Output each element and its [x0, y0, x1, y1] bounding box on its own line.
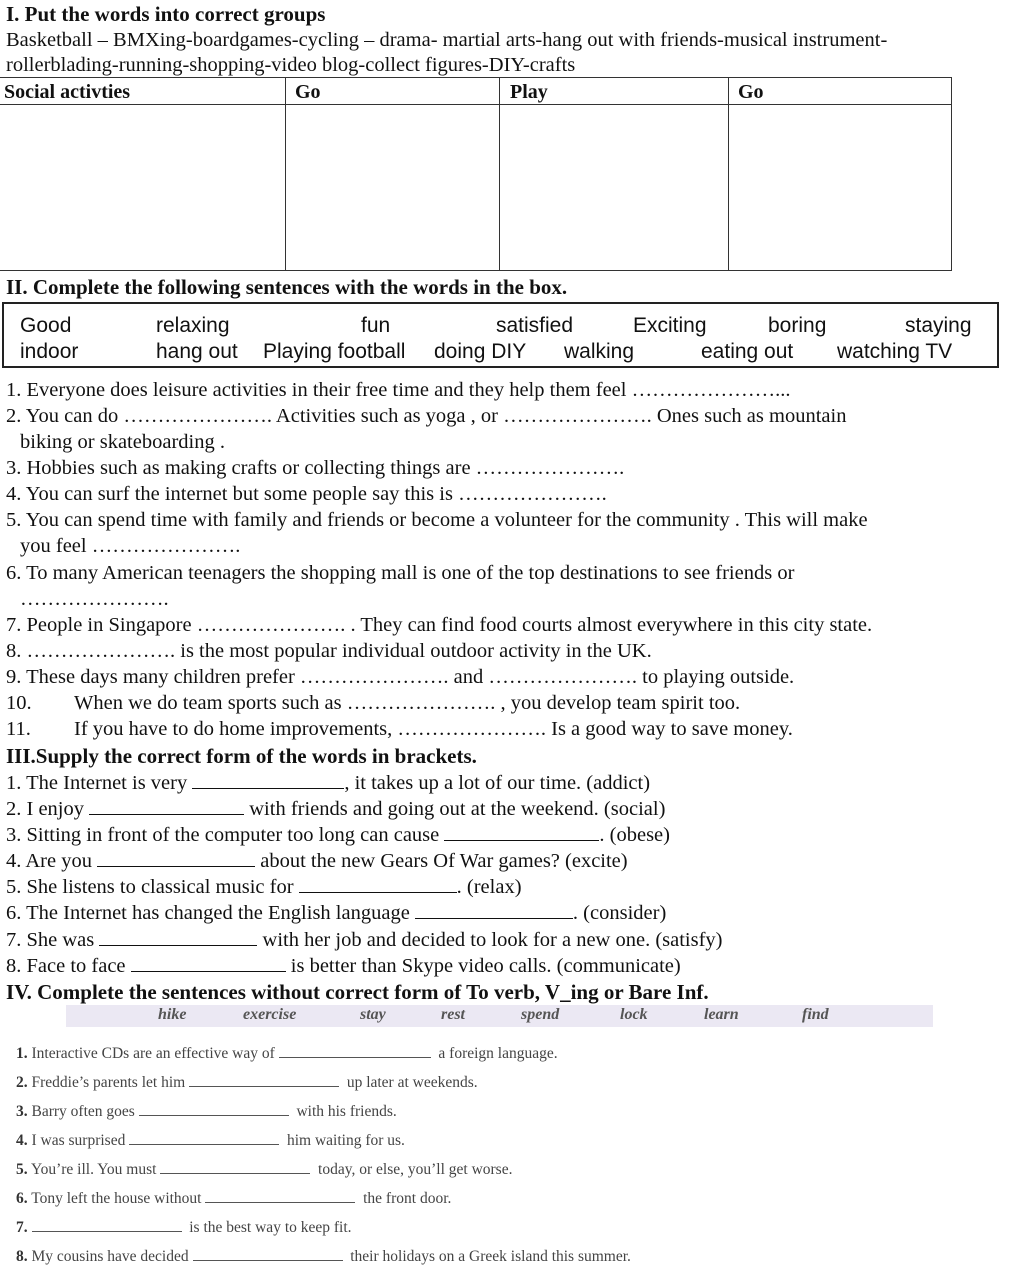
item-after: with friends and going out at the weekend. (social) — [249, 798, 666, 820]
item-before: My cousins have decided — [31, 1248, 189, 1265]
word-box-item: hang out — [156, 340, 238, 363]
item-before: Freddie’s parents let him — [31, 1074, 186, 1091]
section4-item — [16, 1190, 451, 1208]
item-before: 6. The Internet has changed the English language — [6, 902, 410, 924]
answer-blank[interactable] — [189, 1074, 339, 1087]
section3-item — [6, 848, 628, 873]
word-box-item: fun — [361, 314, 391, 337]
verb-word: learn — [704, 1006, 739, 1023]
item-after: today, or else, you’ll get worse. — [318, 1161, 513, 1178]
section2-number-11: 11. — [6, 718, 31, 740]
item-before: 2. I enjoy — [6, 798, 84, 820]
section4-item — [16, 1219, 352, 1237]
answer-blank[interactable] — [97, 848, 255, 867]
section3-item — [6, 796, 665, 821]
item-before: Tony left the house without — [31, 1190, 202, 1207]
item-number: 1. — [16, 1045, 28, 1062]
item-before: 4. Are you — [6, 850, 92, 872]
section2-sentence-6: 6. To many American teenagers the shopping mall is one of the top destinations to see friends or — [6, 562, 795, 584]
section2-sentence-2: 2. You can do …………………. Activities such as yoga , or …………………. Ones such as mountain — [6, 405, 847, 427]
word-box-item: Good — [20, 314, 72, 337]
item-after: , it takes up a lot of our time. (addict) — [344, 772, 651, 794]
item-number: 6. — [16, 1190, 28, 1207]
section2-sentence-6-cont: …………………. — [20, 588, 169, 610]
verb-word: rest — [441, 1006, 465, 1023]
section4-item — [16, 1074, 478, 1092]
section2-sentence-3: 3. Hobbies such as making crafts or collecting things are …………………. — [6, 457, 625, 479]
section2-sentence-5-cont: you feel …………………. — [20, 535, 241, 557]
item-before: 1. The Internet is very — [6, 772, 188, 794]
item-after: is the best way to keep fit. — [189, 1219, 352, 1236]
answer-blank[interactable] — [32, 1219, 182, 1232]
grouping-table — [0, 77, 952, 271]
item-number: 8. — [16, 1248, 28, 1265]
section2-sentence-9: 9. These days many children prefer …………………. and …………………. to playing outside. — [6, 666, 795, 688]
section2-title: II. Complete the following sentences with the words in the box. — [6, 275, 568, 299]
section2-sentence-5: 5. You can spend time with family and friends or become a volunteer for the community . This will make — [6, 509, 868, 531]
item-before: 7. She was — [6, 929, 95, 951]
item-before: Interactive CDs are an effective way of — [31, 1045, 275, 1062]
item-number: 5. — [16, 1161, 28, 1178]
word-box-item: watching TV — [837, 340, 953, 363]
answer-blank[interactable] — [444, 822, 599, 841]
answer-blank[interactable] — [299, 874, 457, 893]
column-header-play: Play — [510, 81, 548, 103]
section3-item — [6, 822, 670, 847]
item-after: . (relax) — [456, 876, 522, 898]
column-header-go: Go — [295, 81, 321, 103]
answer-blank[interactable] — [89, 796, 244, 815]
item-number: 3. — [16, 1103, 28, 1120]
verb-word: lock — [620, 1006, 648, 1023]
item-after: about the new Gears Of War games? (excite) — [260, 850, 628, 872]
section2-number-10: 10. — [6, 692, 32, 714]
section3-item — [6, 900, 666, 925]
item-after: with her job and decided to look for a new one. (satisfy) — [262, 929, 723, 951]
verb-word: stay — [360, 1006, 386, 1023]
item-after: . (consider) — [572, 902, 667, 924]
item-after: . (obese) — [599, 824, 670, 846]
item-after: up later at weekends. — [346, 1074, 478, 1091]
word-box-item: indoor — [20, 340, 79, 363]
item-after: with his friends. — [296, 1103, 397, 1120]
section4-item — [16, 1161, 512, 1179]
verb-word: hike — [158, 1006, 187, 1023]
verb-word: find — [802, 1006, 829, 1023]
answer-blank[interactable] — [193, 1248, 343, 1261]
answer-blank[interactable] — [129, 1132, 279, 1145]
word-box-item: Playing football — [263, 340, 406, 363]
section2-sentence-4: 4. You can surf the internet but some people say this is …………………. — [6, 483, 607, 505]
section1-title: I. Put the words into correct groups — [6, 2, 326, 26]
section2-sentence-1: 1. Everyone does leisure activities in their free time and they help them feel …………………... — [6, 379, 791, 401]
column-header-social: Social activties — [4, 81, 131, 103]
item-after: him waiting for us. — [286, 1132, 405, 1149]
section4-item — [16, 1045, 558, 1063]
section2-sentence-8: 8. …………………. is the most popular individual outdoor activity in the UK. — [6, 640, 652, 662]
item-number: 7. — [16, 1219, 28, 1236]
word-box-item: boring — [768, 314, 827, 337]
word-box — [2, 302, 999, 368]
section2-sentence-2-cont: biking or skateboarding . — [20, 431, 225, 453]
section1-words-line1: Basketball – BMXing-boardgames-cycling – drama- martial arts-hang out with friends-musical instrument- — [6, 29, 888, 51]
section4-item — [16, 1248, 631, 1266]
word-box-item: walking — [564, 340, 635, 363]
verb-word: spend — [521, 1006, 560, 1023]
item-before: 8. Face to face — [6, 955, 126, 977]
answer-blank[interactable] — [192, 770, 344, 789]
section1-words-line2: rollerblading-running-shopping-video blog-collect figures-DIY-crafts — [6, 54, 576, 76]
verb-word: exercise — [243, 1006, 297, 1023]
answer-blank[interactable] — [415, 900, 573, 919]
answer-blank[interactable] — [131, 953, 286, 972]
item-after: a foreign language. — [438, 1045, 558, 1062]
verb-word-band — [66, 1005, 933, 1027]
section4-item — [16, 1132, 405, 1150]
item-after: the front door. — [363, 1190, 452, 1207]
item-number: 2. — [16, 1074, 28, 1091]
word-box-item: relaxing — [156, 314, 230, 337]
word-box-item: doing DIY — [434, 340, 527, 363]
section4-item — [16, 1103, 397, 1121]
item-before: 3. Sitting in front of the computer too long can cause — [6, 824, 440, 846]
word-box-item: Exciting — [633, 314, 707, 337]
answer-blank[interactable] — [279, 1045, 431, 1058]
answer-blank[interactable] — [205, 1190, 355, 1203]
word-box-item: satisfied — [496, 314, 574, 337]
word-box-item: eating out — [701, 340, 794, 363]
item-before: 5. She listens to classical music for — [6, 876, 294, 898]
section3-item — [6, 953, 681, 978]
item-before: You’re ill. You must — [30, 1161, 157, 1178]
item-before: I was surprised — [31, 1132, 126, 1149]
answer-blank[interactable] — [99, 927, 257, 946]
item-after: is better than Skype video calls. (communicate) — [290, 955, 681, 977]
section3-item — [6, 874, 522, 899]
item-number: 4. — [16, 1132, 28, 1149]
section4-title: IV. Complete the sentences without correct form of To verb, V_ing or Bare Inf. — [6, 980, 709, 1004]
section2-sentence-11: If you have to do home improvements, …………………. Is a good way to save money. — [74, 718, 793, 740]
answer-blank[interactable] — [139, 1103, 289, 1116]
answer-blank[interactable] — [160, 1161, 310, 1174]
item-before: Barry often goes — [31, 1103, 135, 1120]
section3-item — [6, 770, 650, 795]
section3-item — [6, 927, 723, 952]
section2-sentence-10: When we do team sports such as …………………. , you develop team spirit too. — [74, 692, 741, 714]
section3-title: III.Supply the correct form of the words in brackets. — [6, 744, 477, 768]
section2-sentence-7: 7. People in Singapore …………………. . They can find food courts almost everywhere in this city state. — [6, 614, 873, 636]
word-box-item: staying — [905, 314, 972, 337]
item-after: their holidays on a Greek island this summer. — [350, 1248, 631, 1265]
column-header-go-2: Go — [738, 81, 764, 103]
